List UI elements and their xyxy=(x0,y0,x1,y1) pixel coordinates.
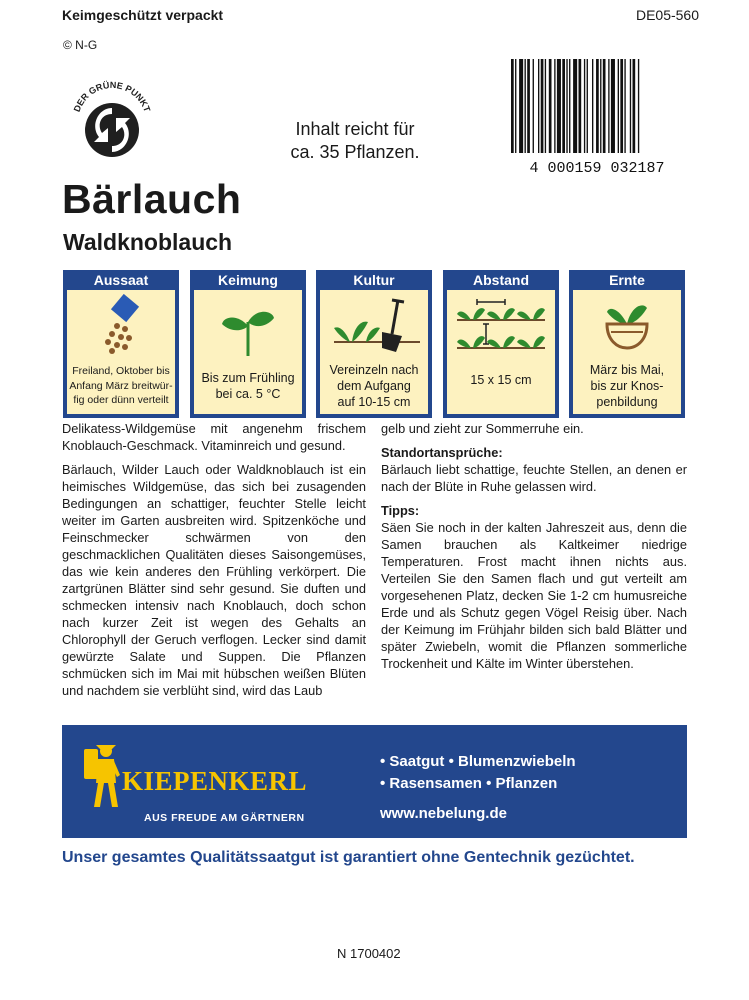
description-column xyxy=(62,420,366,699)
panel-line: 15 x 15 cm xyxy=(470,373,532,387)
panel-kultur xyxy=(316,270,432,418)
barcode-bar xyxy=(562,59,565,153)
barcode-bar xyxy=(527,59,530,153)
panel-line: Anfang März breitwür- xyxy=(69,379,173,392)
barcode-bar xyxy=(569,59,570,153)
kiepenkerl-figure-icon xyxy=(80,741,122,811)
product-range-line: • Saatgut • Blumenzwiebeln xyxy=(380,753,576,770)
body-text: Bärlauch, Wilder Lauch oder Waldknoblauch ist ein heimisches Wildgemüse, das sich bei zusagenden Bedingungen an schattiger, feuchter Stelle leicht weiter im Garten ausbreiten wird. Spitzenköche und Feinschmecker schwärmen von den geschmacklichen Qualitäten dieses Saisongemüses, das wie kein anderes den Frühling verkörpert. Die zartgrünen Blätter sind sehr gesund. Sie duften und schmecken intensiv nach Knoblauch, doch schon nach kurzer Zeit ist wegen des Gehalts an Chlorophyll der Geruch verflogen. Lecker sind damit gewürzte Salate und Suppen. Die Pflanzen schmücken sich im Mai mit hübschen weißen Blüten und nachdem sie verblüht sind, wird das Laub xyxy=(62,462,366,698)
barcode-bar xyxy=(515,59,516,153)
barcode-bar xyxy=(566,59,567,153)
barcode-bar xyxy=(584,59,585,153)
panel-heading: Aussaat xyxy=(93,272,149,288)
barcode-bar xyxy=(620,59,623,153)
brand-name: KIEPENKERL xyxy=(122,766,308,796)
panel-line: fig oder dünn verteilt xyxy=(73,394,169,406)
panel-line: bei ca. 5 °C xyxy=(215,387,281,401)
barcode-bar xyxy=(538,59,539,153)
barcode-bar xyxy=(592,59,593,153)
barcode-bar xyxy=(519,59,523,153)
panel-abstand xyxy=(443,270,559,418)
shovel-plants-icon xyxy=(320,294,428,358)
harvest-bowl-icon xyxy=(573,294,681,358)
spacing-icon xyxy=(447,294,555,358)
article-code: DE05-560 xyxy=(635,7,699,23)
barcode xyxy=(507,57,687,175)
info-column xyxy=(381,420,687,672)
panel-line: Vereinzeln nach xyxy=(329,363,419,377)
panel-heading: Kultur xyxy=(353,272,395,288)
intro-text: Delikatess-Wildgemüse mit angenehm frischem Knoblauch-Geschmack. Vitaminreich und gesund. xyxy=(62,421,366,453)
panel-ernte xyxy=(569,270,685,418)
barcode-bar xyxy=(573,59,577,153)
brand-banner xyxy=(62,725,687,838)
barcode-bar xyxy=(600,59,601,153)
website-link[interactable]: www.nebelung.de xyxy=(380,805,507,822)
body-text-continuation: gelb und zieht zur Sommerruhe ein. xyxy=(381,421,584,436)
barcode-bar xyxy=(579,59,582,153)
barcode-bar xyxy=(611,59,615,153)
green-dot-text: DER GRÜNE PUNKT xyxy=(71,79,153,114)
product-subtitle: Waldknoblauch xyxy=(63,229,233,255)
barcode-bar xyxy=(541,59,544,153)
panel-heading: Abstand xyxy=(473,272,529,288)
packaging-note: Keimgeschützt verpackt xyxy=(62,7,224,23)
barcode-digits: 4 000159 032187 xyxy=(529,160,665,175)
location-heading: Standortansprüche: xyxy=(381,445,503,460)
barcode-bar xyxy=(633,59,636,153)
contents-line: ca. 35 Pflanzen. xyxy=(290,142,420,162)
barcode-bar xyxy=(608,59,609,153)
panel-text xyxy=(322,362,426,410)
panel-line: Freiland, Oktober bis xyxy=(72,365,170,377)
panel-text xyxy=(69,364,173,408)
barcode-bar xyxy=(624,59,625,153)
barcode-bar xyxy=(525,59,526,153)
barcode-bar xyxy=(557,59,561,153)
panel-aussaat xyxy=(63,270,179,418)
panel-line: dem Aufgang xyxy=(337,379,411,393)
copyright: © N-G xyxy=(63,38,98,52)
barcode-bar xyxy=(638,59,639,153)
barcode-bar xyxy=(549,59,552,153)
contents-note xyxy=(255,118,455,164)
panel-line: auf 10-15 cm xyxy=(337,395,411,409)
barcode-bar xyxy=(511,59,514,153)
panel-text xyxy=(449,372,553,388)
product-range-line: • Rasensamen • Pflanzen xyxy=(380,775,558,792)
footer-code: N 1700402 xyxy=(337,946,401,961)
gmo-notice: Unser gesamtes Qualitätssaatgut ist garantiert ohne Gentechnik gezüchtet. xyxy=(62,849,635,866)
panel-heading: Ernte xyxy=(609,272,645,288)
barcode-bar xyxy=(618,59,619,153)
panel-line: März bis Mai, xyxy=(589,363,665,377)
panel-line: bis zur Knos- xyxy=(590,379,664,393)
green-dot-logo xyxy=(64,70,160,166)
barcode-bar xyxy=(603,59,606,153)
barcode-bar xyxy=(587,59,588,153)
barcode-bar xyxy=(630,59,631,153)
panel-keimung xyxy=(190,270,306,418)
product-title: Bärlauch xyxy=(62,176,242,222)
brand-slogan: AUS FREUDE AM GÄRTNERN xyxy=(144,812,305,824)
barcode-bar xyxy=(533,59,534,153)
contents-line: Inhalt reicht für xyxy=(295,119,415,139)
barcode-bar xyxy=(554,59,555,153)
panel-line: penbildung xyxy=(596,395,658,409)
panel-text xyxy=(196,370,300,402)
panel-heading: Keimung xyxy=(218,272,278,288)
panel-line: Bis zum Frühling xyxy=(201,371,295,385)
location-text: Bärlauch liebt schattige, feuchte Stellen, an denen er nach der Blüte in Ruhe gelassen wird. xyxy=(381,462,687,494)
panel-text xyxy=(575,362,679,410)
seedling-icon xyxy=(194,294,302,358)
barcode-bar xyxy=(596,59,599,153)
seed-packet-icon xyxy=(67,294,175,358)
tips-text: Säen Sie noch in der kalten Jahreszeit aus, denn die Samen brauchen als Kaltkeimer niedrige Temperaturen. Frost macht ihnen nichts aus. Verteilen Sie den Samen flach und gut verteilt am vorgesehenen Platz, decken Sie 1-2 cm humusreiche Erde und als Schutz gegen Vögel Reisig über. Nach der Keimung im Frühjahr bilden sich bald Blätter und später Zwiebeln, womit die Pflanzen sommerliche Trockenheit und Kälte im Winter überstehen. xyxy=(381,520,687,671)
barcode-bar xyxy=(545,59,546,153)
tips-heading: Tipps: xyxy=(381,503,420,518)
